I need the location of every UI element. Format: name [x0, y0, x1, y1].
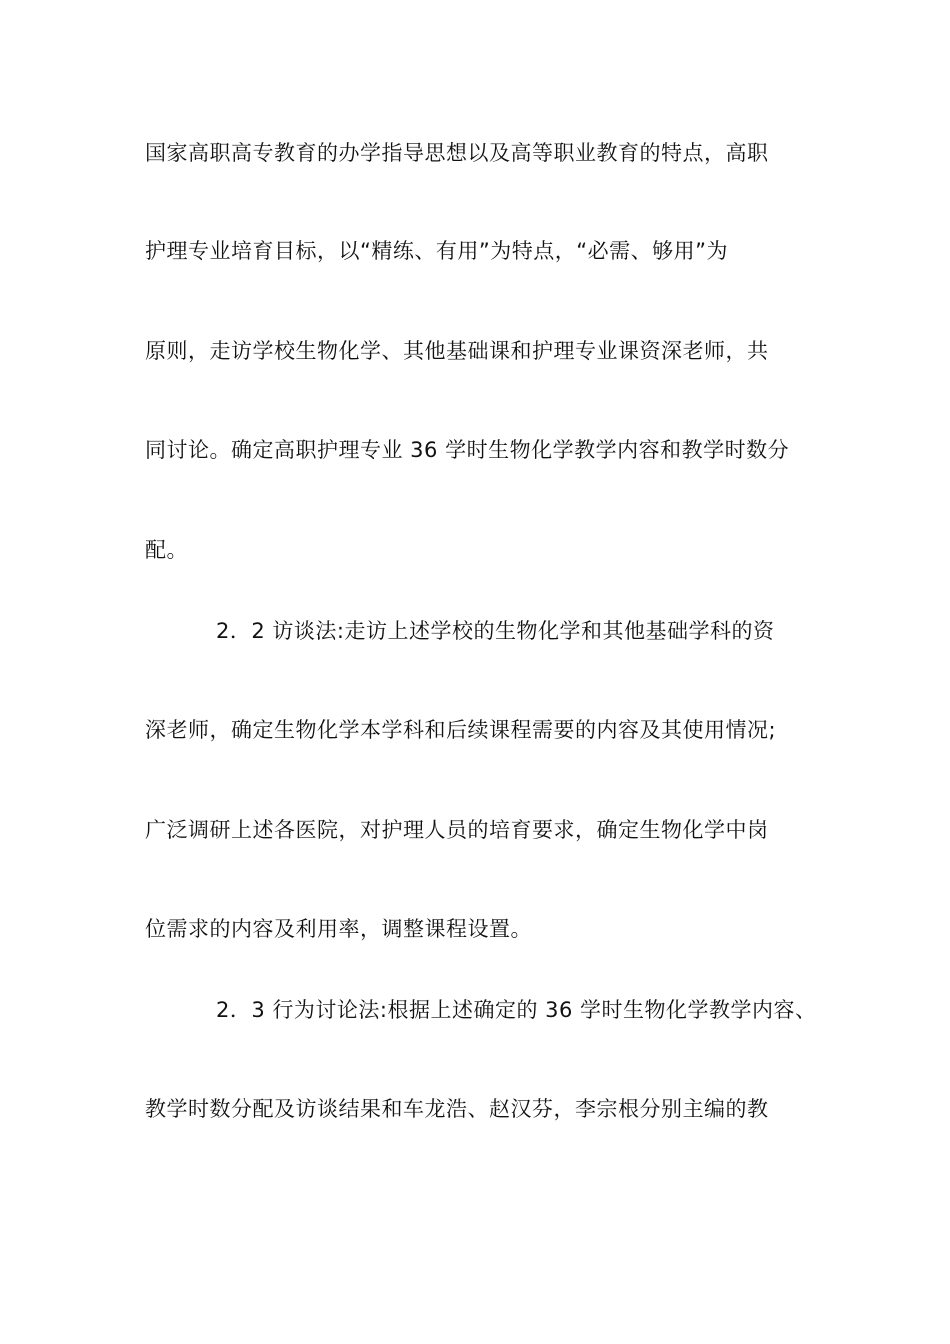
paragraph-line: 原则，走访学校生物化学、其他基础课和护理专业课资深老师，共: [145, 339, 769, 363]
paragraph-line: 2．3 行为讨论法:根据上述确定的 36 学时生物化学教学内容、: [216, 998, 817, 1022]
paragraph-line: 深老师，确定生物化学本学科和后续课程需要的内容及其使用情况;: [145, 718, 777, 742]
paragraph-line: 教学时数分配及访谈结果和车龙浩、赵汉芬，李宗根分别主编的教: [145, 1097, 769, 1121]
paragraph-line: 位需求的内容及利用率，调整课程设置。: [145, 917, 532, 941]
paragraph-line: 同讨论。确定高职护理专业 36 学时生物化学教学内容和教学时数分: [145, 438, 790, 462]
paragraph-line: 护理专业培育目标，以“精练、有用”为特点，“必需、够用”为: [145, 239, 729, 263]
paragraph-line: 配。: [145, 538, 188, 562]
paragraph-line: 2．2 访谈法:走访上述学校的生物化学和其他基础学科的资: [216, 619, 775, 643]
paragraph-line: 国家高职高专教育的办学指导思想以及高等职业教育的特点，高职: [145, 141, 769, 165]
paragraph-line: 广泛调研上述各医院，对护理人员的培育要求，确定生物化学中岗: [145, 818, 769, 842]
